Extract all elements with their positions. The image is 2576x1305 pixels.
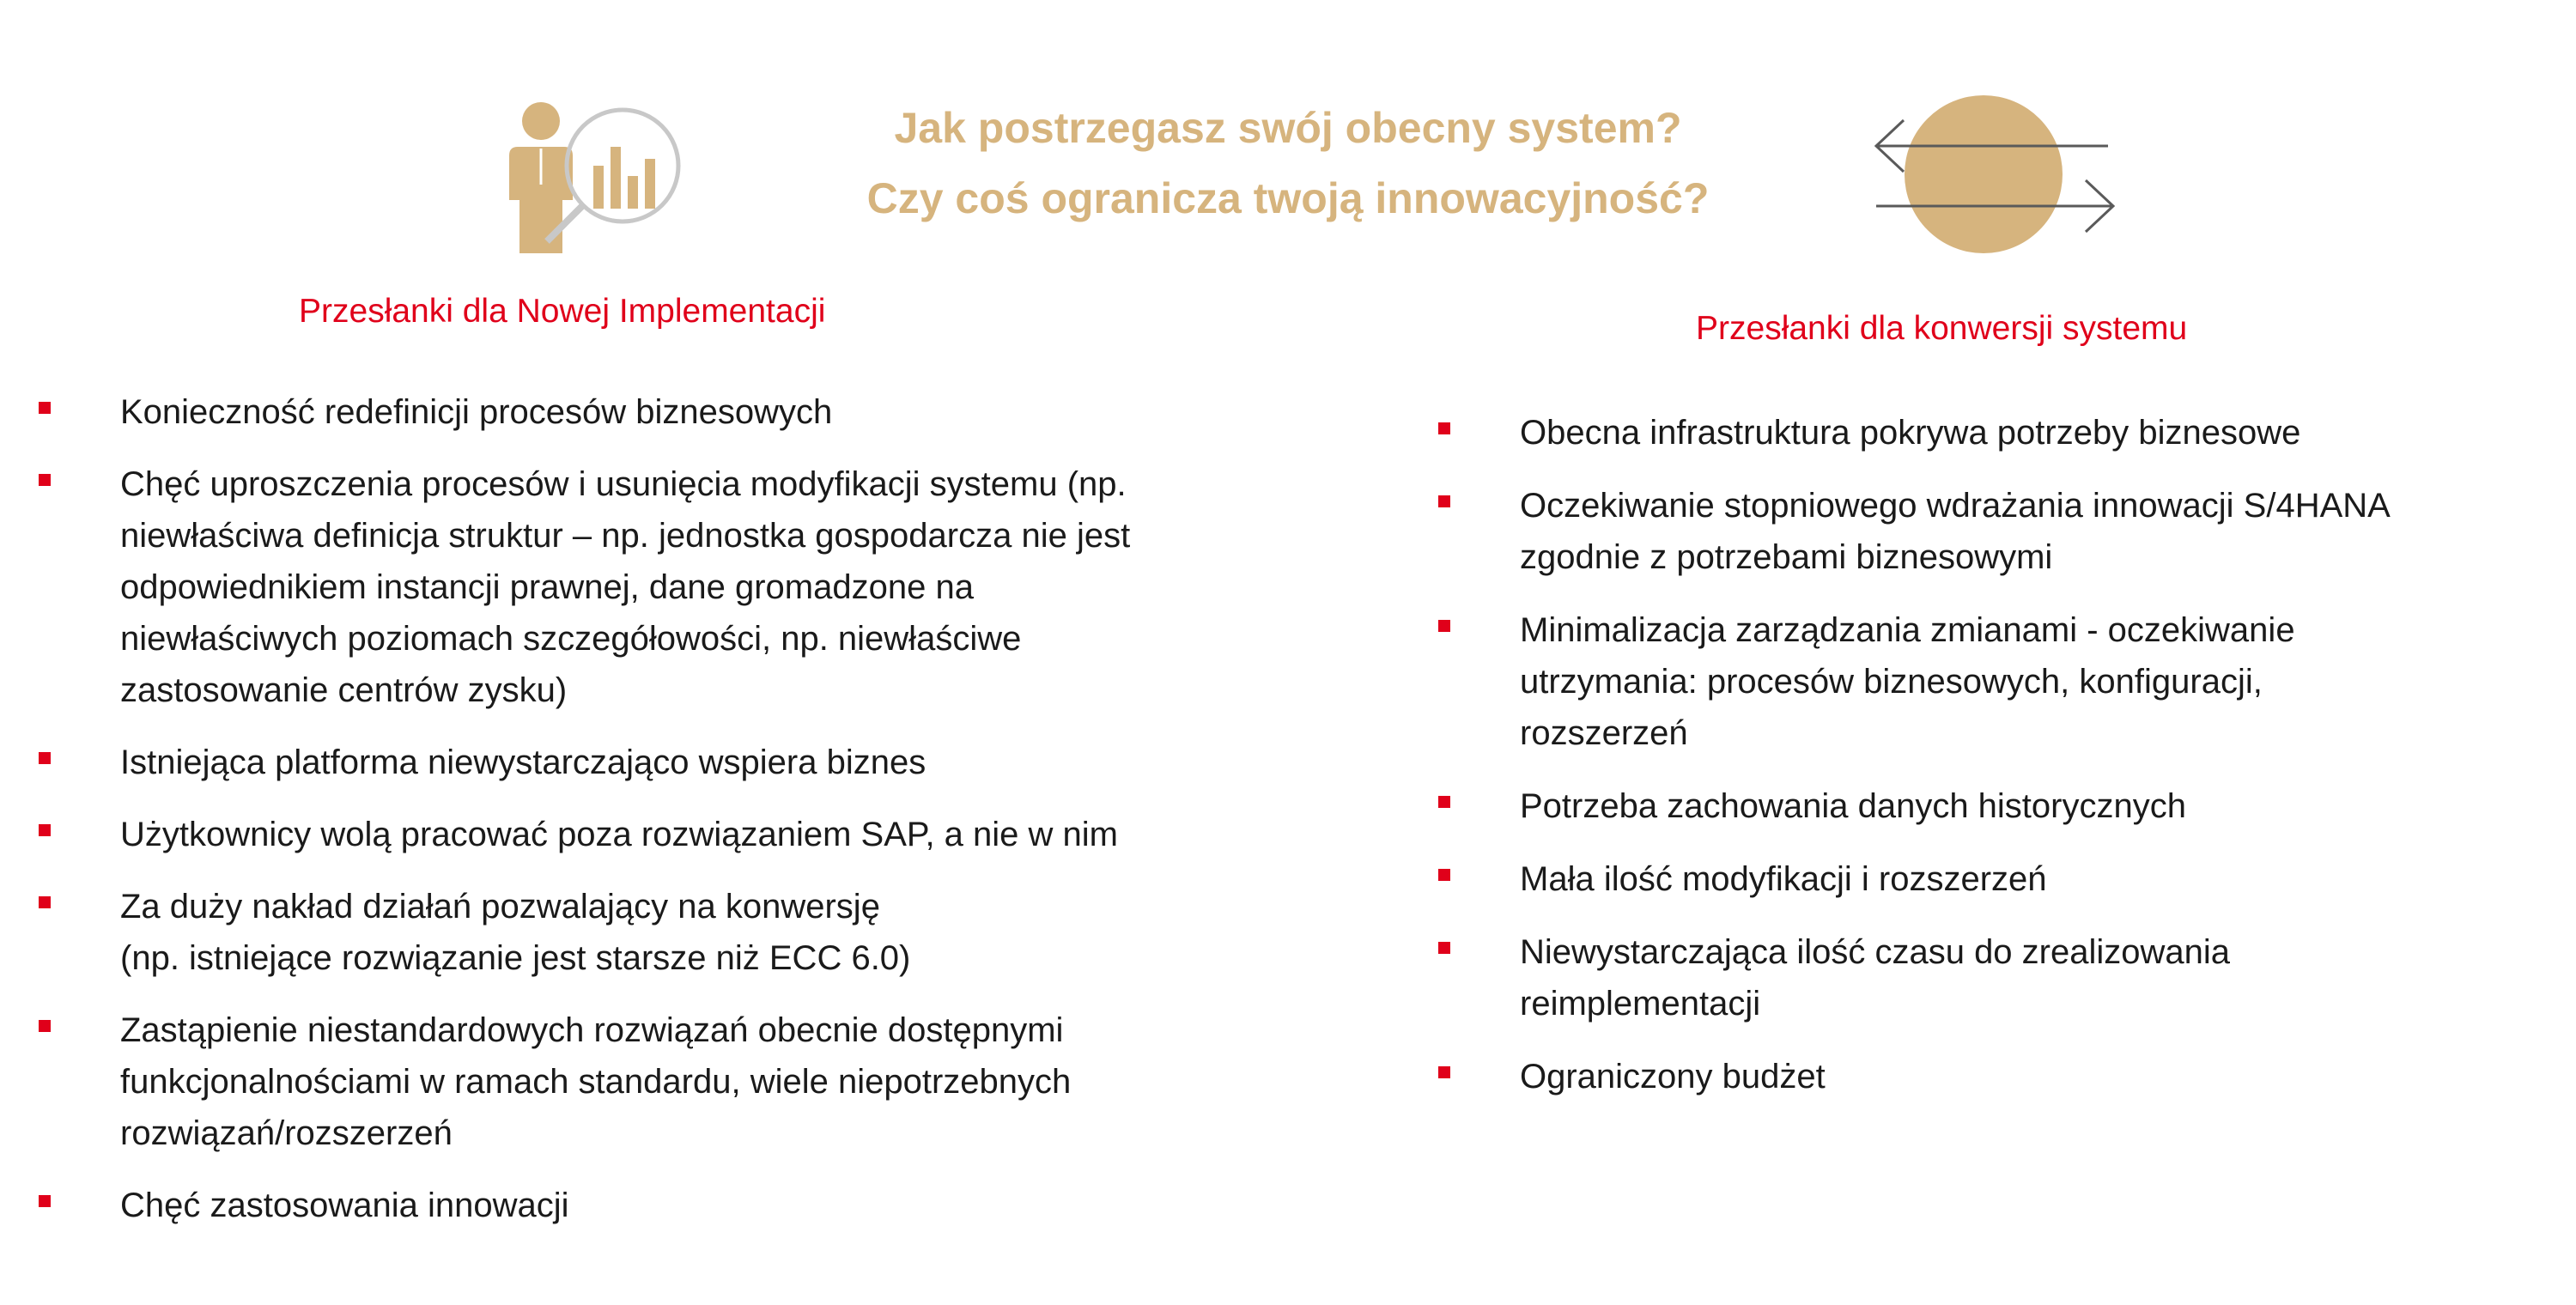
circle-exchange-arrows-icon <box>1859 93 2117 264</box>
bullet-icon <box>1438 620 1450 632</box>
list-item-text: Minimalizacja zarządzania zmianami - oczekiwanie utrzymania: procesów biznesowych, konfiguracji, rozszerzeń <box>1520 611 2295 752</box>
list-item <box>1438 407 2555 458</box>
list-item-text: Istniejąca platforma niewystarczająco wspiera biznes <box>120 744 927 781</box>
list-item <box>1438 480 2555 583</box>
bullet-icon <box>39 896 51 908</box>
list-item-text: Konieczność redefinicji procesów biznesowych <box>120 393 833 431</box>
list-item <box>39 1180 1361 1231</box>
left-column-heading: Przesłanki dla Nowej Implementacji <box>299 293 826 330</box>
list-item <box>39 809 1361 860</box>
list-item-text: Zastąpienie niestandardowych rozwiązań obecnie dostępnymi funkcjonalnościami w ramach standardu, wiele niepotrzebnych rozwiązań/rozszerzeń <box>120 1011 1072 1152</box>
bullet-icon <box>1438 796 1450 808</box>
list-item <box>39 881 1361 984</box>
list-item <box>1438 853 2555 905</box>
right-column-heading: Przesłanki dla konwersji systemu <box>1696 310 2188 347</box>
list-item <box>39 458 1361 716</box>
bullet-icon <box>39 1020 51 1032</box>
list-item-text: Potrzeba zachowania danych historycznych <box>1520 787 2186 825</box>
list-item <box>39 386 1361 438</box>
list-item-text: Niewystarczająca ilość czasu do zrealizowania reimplementacji <box>1520 933 2231 1023</box>
list-item-text: Za duży nakład działań pozwalający na konwersję (np. istniejące rozwiązanie jest starsze niż ECC 6.0) <box>120 888 911 977</box>
right-bullet-list <box>1438 407 2555 1124</box>
list-item <box>1438 604 2555 759</box>
bullet-icon <box>1438 1066 1450 1078</box>
list-item-text: Mała ilość modyfikacji i rozszerzeń <box>1520 860 2047 898</box>
left-bullet-list <box>39 386 1361 1252</box>
bullet-icon <box>39 824 51 836</box>
list-item-text: Chęć zastosowania innowacji <box>120 1187 569 1224</box>
bullet-icon <box>39 402 51 414</box>
list-item-text: Chęć uproszczenia procesów i usunięcia modyfikacji systemu (np. niewłaściwa definicja struktur – np. jednostka gospodarcza nie jest odpowiednikiem instancji prawnej, dane gromadzone na niewłaściwych poziomach szczegółowości, np. niewłaściwe zastosowanie centrów zysku) <box>120 465 1131 709</box>
list-item-text: Użytkownicy wolą pracować poza rozwiązaniem SAP, a nie w nim <box>120 816 1118 853</box>
title-line-2: Czy coś ogranicza twoją innowacyjność? <box>866 174 1710 222</box>
list-item <box>1438 1051 2555 1102</box>
list-item-text: Oczekiwanie stopniowego wdrażania innowacji S/4HANA zgodnie z potrzebami biznesowymi <box>1520 487 2391 576</box>
bullet-icon <box>1438 869 1450 881</box>
bullet-icon <box>39 474 51 486</box>
bullet-icon <box>39 1195 51 1207</box>
list-item-text: Obecna infrastruktura pokrywa potrzeby biznesowe <box>1520 414 2301 452</box>
list-item <box>39 1005 1361 1159</box>
list-item <box>39 737 1361 788</box>
bullet-icon <box>1438 422 1450 434</box>
title-line-1: Jak postrzegasz swój obecny system? <box>894 104 1682 152</box>
page-title <box>601 93 1975 234</box>
list-item-text: Ograniczony budżet <box>1520 1058 1826 1096</box>
bullet-icon <box>1438 495 1450 507</box>
list-item <box>1438 926 2555 1029</box>
bullet-icon <box>1438 942 1450 954</box>
list-item <box>1438 780 2555 832</box>
bullet-icon <box>39 752 51 764</box>
